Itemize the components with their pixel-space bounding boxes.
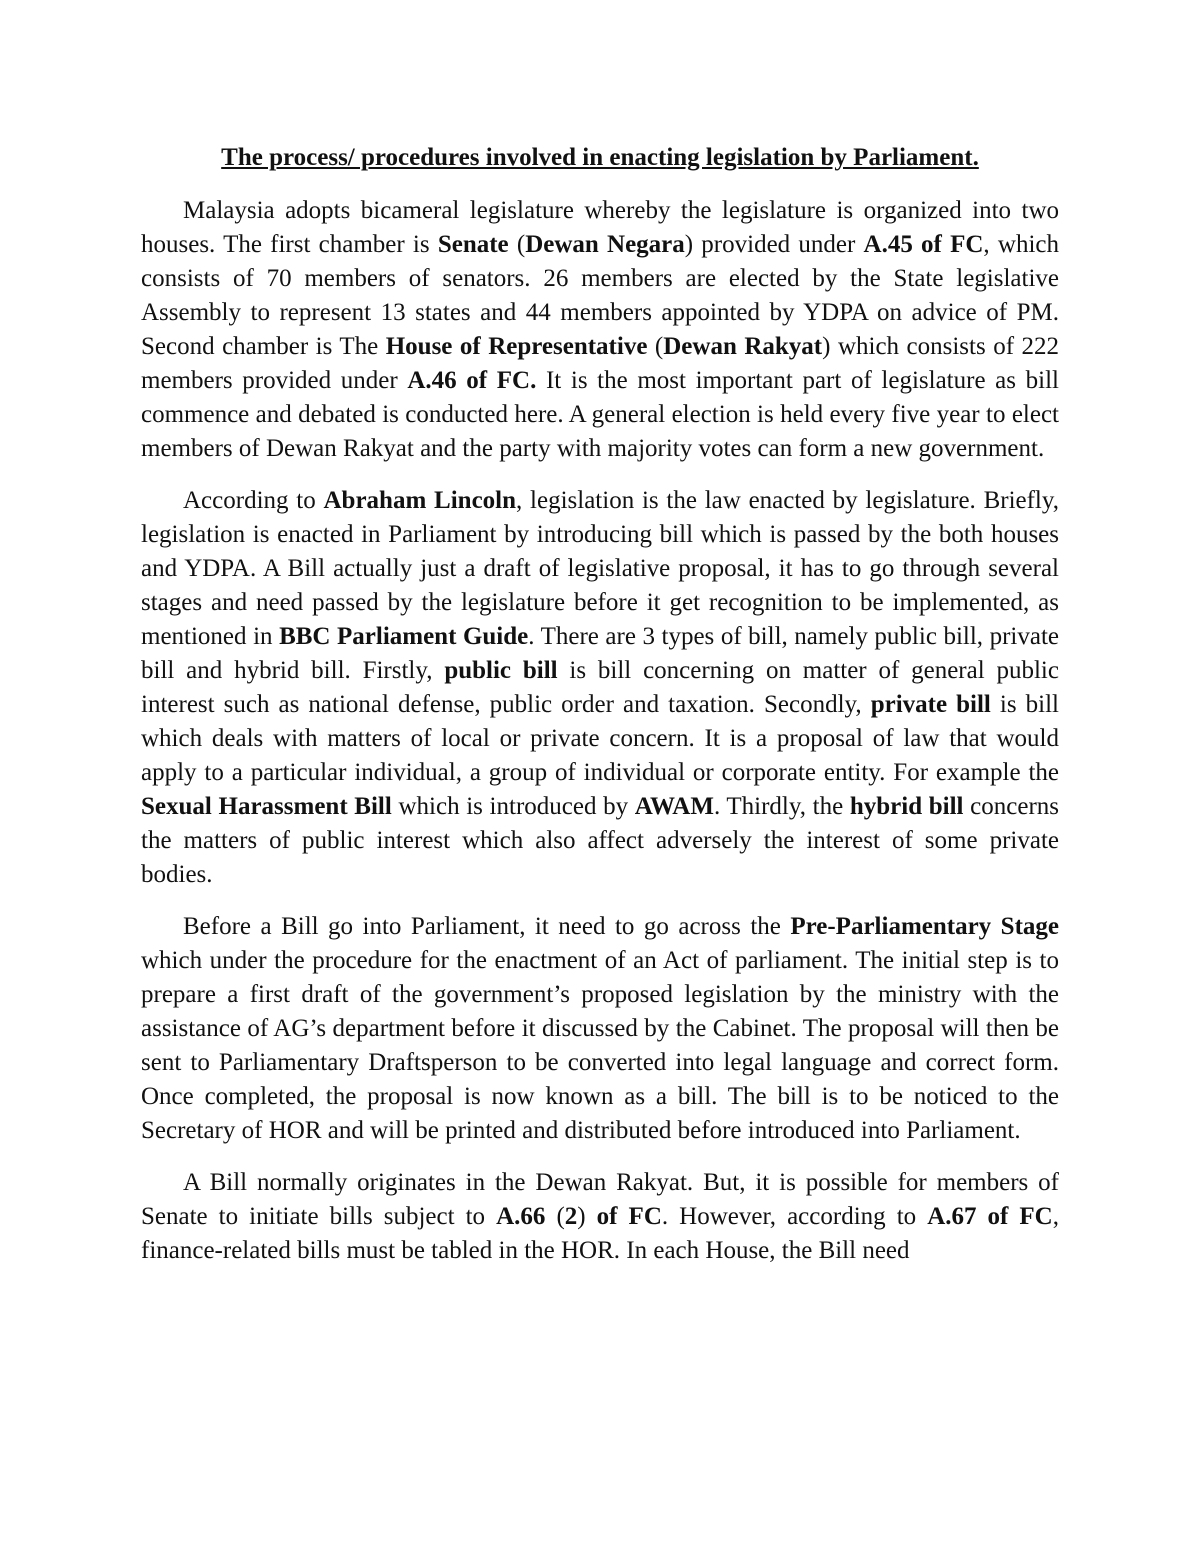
text-run: which under the procedure for the enactment of an Act of parliament. The initial step is to prepare a first draft of the government’s proposed legislation by the ministry with the assistance of AG’s department before it discussed by the Cabinet. The proposal will then be sent to Parliamentary Draftsperson to be converted into legal language and correct form. Once completed, the proposal is now known as a bill. The bill is to be noticed to the Secretary of HOR and will be printed and distributed before introduced into Parliament. (141, 947, 1059, 1144)
text-run: ) provided under (684, 231, 864, 258)
bold-term: BBC Parliament Guide (279, 623, 529, 650)
text-run: . Thirdly, the (713, 793, 850, 820)
text-run: ( (545, 1203, 565, 1230)
text-run: ( (647, 333, 664, 360)
bold-term: AWAM (634, 793, 714, 820)
bold-term: Pre-Parliamentary Stage (790, 913, 1059, 940)
bold-term: A.45 of FC (863, 231, 984, 258)
text-run: Before a Bill go into Parliament, it need to go across the (183, 913, 791, 940)
bold-term: Abraham Lincoln (323, 487, 517, 514)
bold-term: A.67 of FC (927, 1203, 1053, 1230)
bold-term: A.46 of FC. (407, 367, 537, 394)
bold-term: of FC (596, 1203, 662, 1230)
text-run: is bill concerning on matter of general public interest such as national defense, public order and taxation. Secondly, (141, 657, 1059, 718)
text-run: ( (508, 231, 526, 258)
paragraph-1 (141, 194, 1059, 466)
bold-term: private bill (870, 691, 991, 718)
document-page (141, 140, 1059, 1268)
bold-term: Dewan Rakyat (663, 333, 823, 360)
text-run: is bill which deals with matters of local or private concern. It is a proposal of law that would apply to a particular individual, a group of individual or corporate entity. For example the (141, 691, 1060, 786)
bold-term: Senate (437, 231, 509, 258)
bold-term: Sexual Harassment Bill (141, 793, 392, 820)
bold-term: House of Representative (385, 333, 648, 360)
text-run: , finance-related bills must be tabled in the HOR. In each House, the Bill need (141, 1203, 1059, 1264)
text-run: It is the most important part of legislature as bill commence and debated is conducted here. A general election is held every five year to elect members of Dewan Rakyat and the party with majority votes can form a new government. (141, 367, 1059, 462)
text-run: . However, according to (661, 1203, 928, 1230)
text-run: . There are 3 types of bill, namely public bill, private bill and hybrid bill. Firstly, (141, 623, 1059, 684)
bold-term: public bill (444, 657, 558, 684)
text-run: According to (183, 487, 324, 514)
bold-term: 2 (564, 1203, 578, 1230)
text-run: which is introduced by (391, 793, 635, 820)
text-run: ) which consists of 222 members provided under (141, 333, 1060, 394)
document-title: The process/ procedures involved in enacting legislation by Parliament. (221, 144, 979, 171)
text-run: Malaysia adopts bicameral legislature whereby the legislature is organized into two houses. The first chamber is (141, 197, 1059, 258)
paragraph-3 (141, 910, 1059, 1148)
text-run: concerns the matters of public interest which also affect adversely the interest of some private bodies. (141, 793, 1060, 888)
bold-term: hybrid bill (849, 793, 964, 820)
paragraph-4 (141, 1166, 1059, 1268)
bold-term: Dewan Negara (525, 231, 685, 258)
text-run: ) (577, 1203, 597, 1230)
text-run: , which consists of 70 members of senators. 26 members are elected by the State legislative Assembly to represent 13 states and 44 members appointed by YDPA on advice of PM. Second chamber is The (141, 231, 1059, 360)
bold-term: A.66 (496, 1203, 546, 1230)
text-run: , legislation is the law enacted by legislature. Briefly, legislation is enacted in Parliament by introducing bill which is passed by the both houses and YDPA. A Bill actually just a draft of legislative proposal, it has to go through several stages and need passed by the legislature before it get recognition to be implemented, as mentioned in (141, 487, 1060, 650)
document-body (141, 194, 1059, 1268)
text-run: A Bill normally originates in the Dewan Rakyat. But, it is possible for members of Senate to initiate bills subject to (141, 1169, 1059, 1230)
paragraph-2 (141, 484, 1059, 892)
